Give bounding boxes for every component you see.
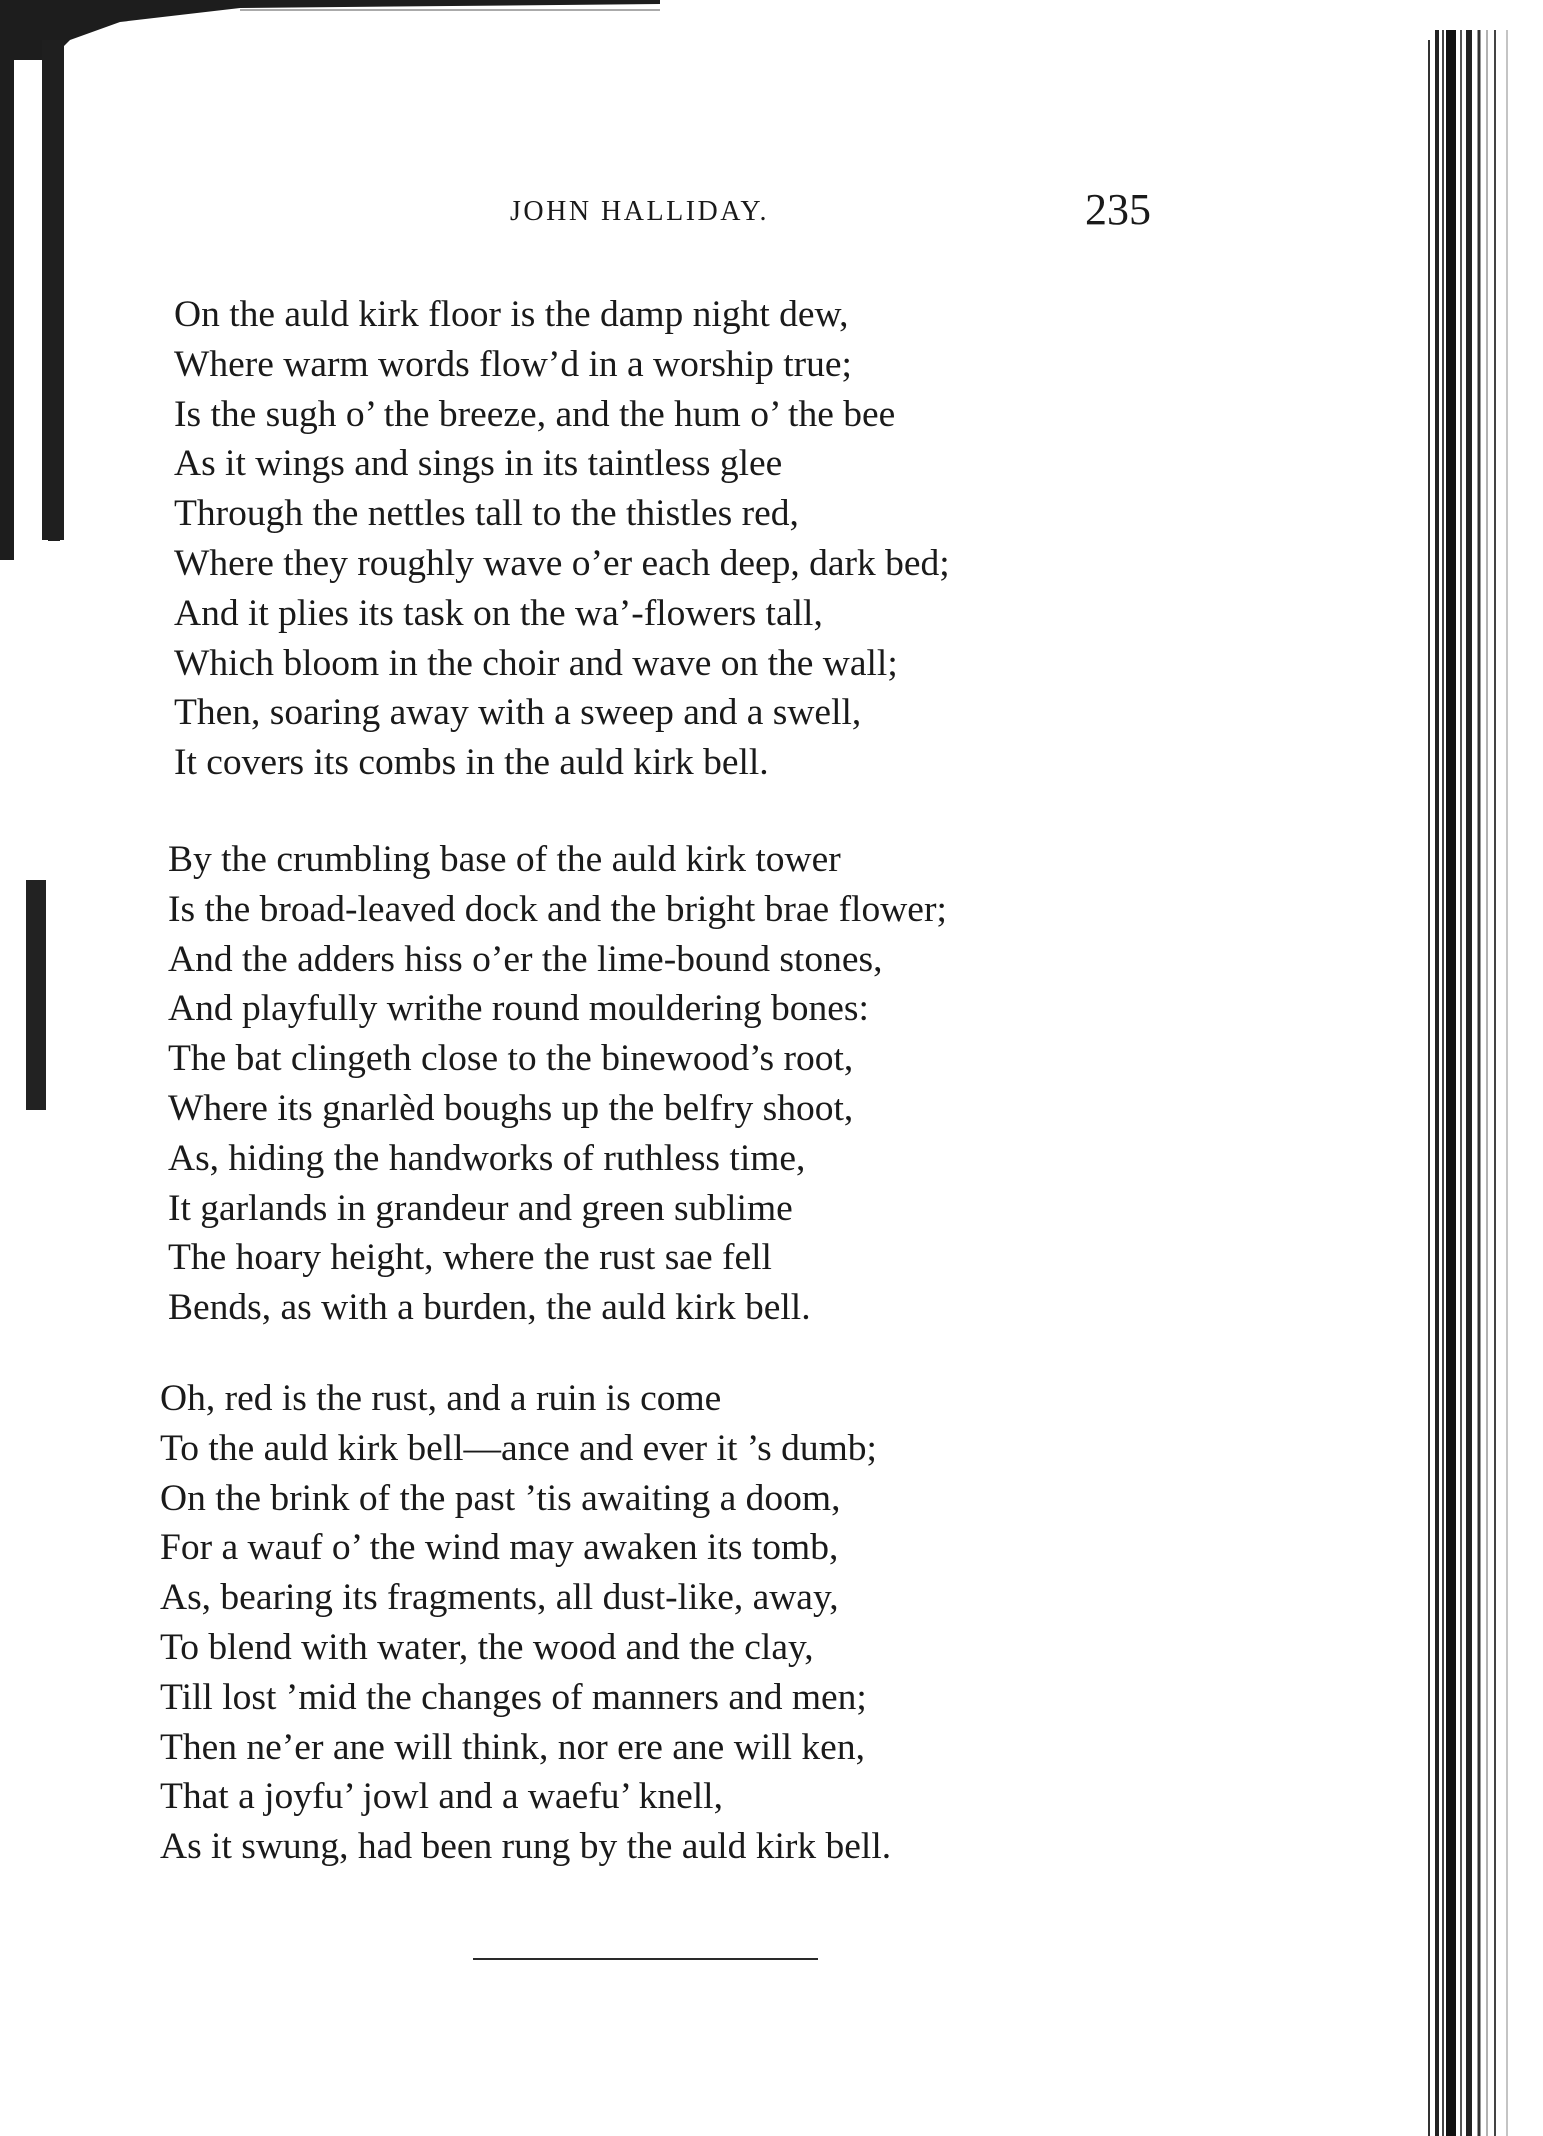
scan-corner-shadow: [0, 0, 660, 60]
verse-line: Where they roughly wave o’er each deep, dark bed;: [174, 542, 950, 584]
verse-line: Where its gnarlèd boughs up the belfry shoot,: [168, 1087, 854, 1129]
verse-line: Which bloom in the choir and wave on the wall;: [174, 642, 898, 684]
verse-line: On the auld kirk floor is the damp night dew,: [174, 294, 849, 335]
verse-line: As it swung, had been rung by the auld kirk bell.: [160, 1826, 892, 1868]
verse-line: By the crumbling base of the auld kirk tower: [168, 839, 841, 880]
section-end-rule: [473, 1958, 818, 1960]
verse-line: To blend with water, the wood and the clay,: [160, 1626, 814, 1668]
poem-stanza-2: [168, 835, 947, 1333]
verse-line: And playfully writhe round mouldering bones:: [168, 988, 869, 1030]
running-title: JOHN HALLIDAY.: [510, 196, 770, 227]
verse-line: Through the nettles tall to the thistles red,: [174, 493, 799, 535]
poem-stanza-3: [160, 1374, 891, 1872]
verse-line: Where warm words flow’d in a worship true;: [174, 343, 852, 385]
verse-line: It garlands in grandeur and green sublime: [168, 1187, 793, 1229]
verse-line: For a wauf o’ the wind may awaken its tomb,: [160, 1527, 839, 1569]
verse-line: Till lost ’mid the changes of manners and men;: [160, 1676, 867, 1718]
verse-line: As, hiding the handworks of ruthless time,: [168, 1137, 806, 1179]
poem-stanza-1: [174, 290, 950, 788]
verse-line: The bat clingeth close to the binewood’s root,: [168, 1038, 854, 1080]
verse-line: And the adders hiss o’er the lime-bound stones,: [168, 938, 883, 980]
verse-line: Oh, red is the rust, and a ruin is come: [160, 1378, 722, 1419]
verse-line: The hoary height, where the rust sae fell: [168, 1237, 772, 1279]
verse-line: Then, soaring away with a sweep and a swell,: [174, 692, 862, 734]
scan-binding-edge: [1423, 0, 1543, 2136]
verse-line: Is the broad-leaved dock and the bright brae flower;: [168, 888, 947, 930]
verse-line: As it wings and sings in its taintless glee: [174, 443, 783, 485]
verse-line: To the auld kirk bell—ance and ever it ’s dumb;: [160, 1427, 877, 1469]
verse-line: On the brink of the past ’tis awaiting a doom,: [160, 1477, 841, 1519]
page-number: 235: [1085, 185, 1151, 234]
verse-line: Bends, as with a burden, the auld kirk bell.: [168, 1287, 811, 1329]
verse-line: Then ne’er ane will think, nor ere ane will ken,: [160, 1726, 865, 1768]
verse-line: It covers its combs in the auld kirk bell.: [174, 742, 769, 784]
verse-line: That a joyfu’ jowl and a waefu’ knell,: [160, 1776, 723, 1818]
verse-line: And it plies its task on the wa’-flowers tall,: [174, 592, 823, 634]
verse-line: As, bearing its fragments, all dust-like, away,: [160, 1577, 839, 1619]
scan-left-edge: [0, 0, 80, 2136]
running-head: [0, 185, 1543, 250]
verse-line: Is the sugh o’ the breeze, and the hum o’ the bee: [174, 393, 896, 435]
